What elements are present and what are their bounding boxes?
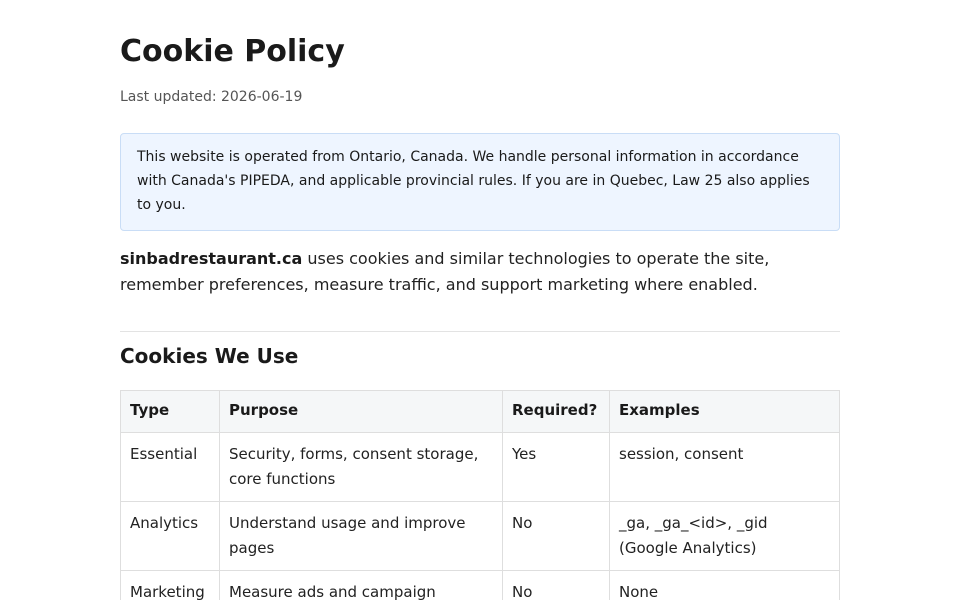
- table-row: [121, 571, 840, 600]
- cookies-table: [120, 390, 840, 600]
- cell-type: Essential: [121, 433, 220, 502]
- column-header-type: Type: [121, 391, 220, 433]
- cookie-policy-page: [120, 0, 840, 600]
- column-header-purpose: Purpose: [220, 391, 503, 433]
- jurisdiction-notice: [120, 133, 840, 231]
- table-header-row: [121, 391, 840, 433]
- cell-purpose: Understand usage and improve pages: [220, 502, 503, 571]
- table-row: [121, 433, 840, 502]
- cell-purpose: Security, forms, consent storage, core functions: [220, 433, 503, 502]
- last-updated: Last updated: 2026-06-19: [120, 89, 303, 105]
- cell-examples: None: [610, 571, 840, 600]
- section-divider: [120, 331, 840, 332]
- column-header-examples: Examples: [610, 391, 840, 433]
- cell-required: Yes: [503, 433, 610, 502]
- page-title: Cookie Policy: [120, 34, 345, 69]
- cell-purpose: Measure ads and campaign: [220, 571, 503, 600]
- cell-type: Marketing: [121, 571, 220, 600]
- cell-type: Analytics: [121, 502, 220, 571]
- intro-paragraph: [120, 246, 840, 298]
- cell-required: No: [503, 502, 610, 571]
- table-row: [121, 502, 840, 571]
- cell-examples: session, consent: [610, 433, 840, 502]
- section-heading-cookies: Cookies We Use: [120, 344, 299, 368]
- cell-required: No: [503, 571, 610, 600]
- site-name: sinbadrestaurant.ca: [120, 249, 303, 268]
- intro-text: uses cookies and similar technologies to operate the site, remember preferences, measure traffic, and support marketing where enabled.: [120, 249, 770, 294]
- column-header-required: Required?: [503, 391, 610, 433]
- cell-examples: _ga, _ga_<id>, _gid (Google Analytics): [610, 502, 840, 571]
- notice-text: This website is operated from Ontario, Canada. We handle personal information in accordance with Canada's PIPEDA, and applicable provincial rules. If you are in Quebec, Law 25 also applies to you.: [137, 149, 810, 213]
